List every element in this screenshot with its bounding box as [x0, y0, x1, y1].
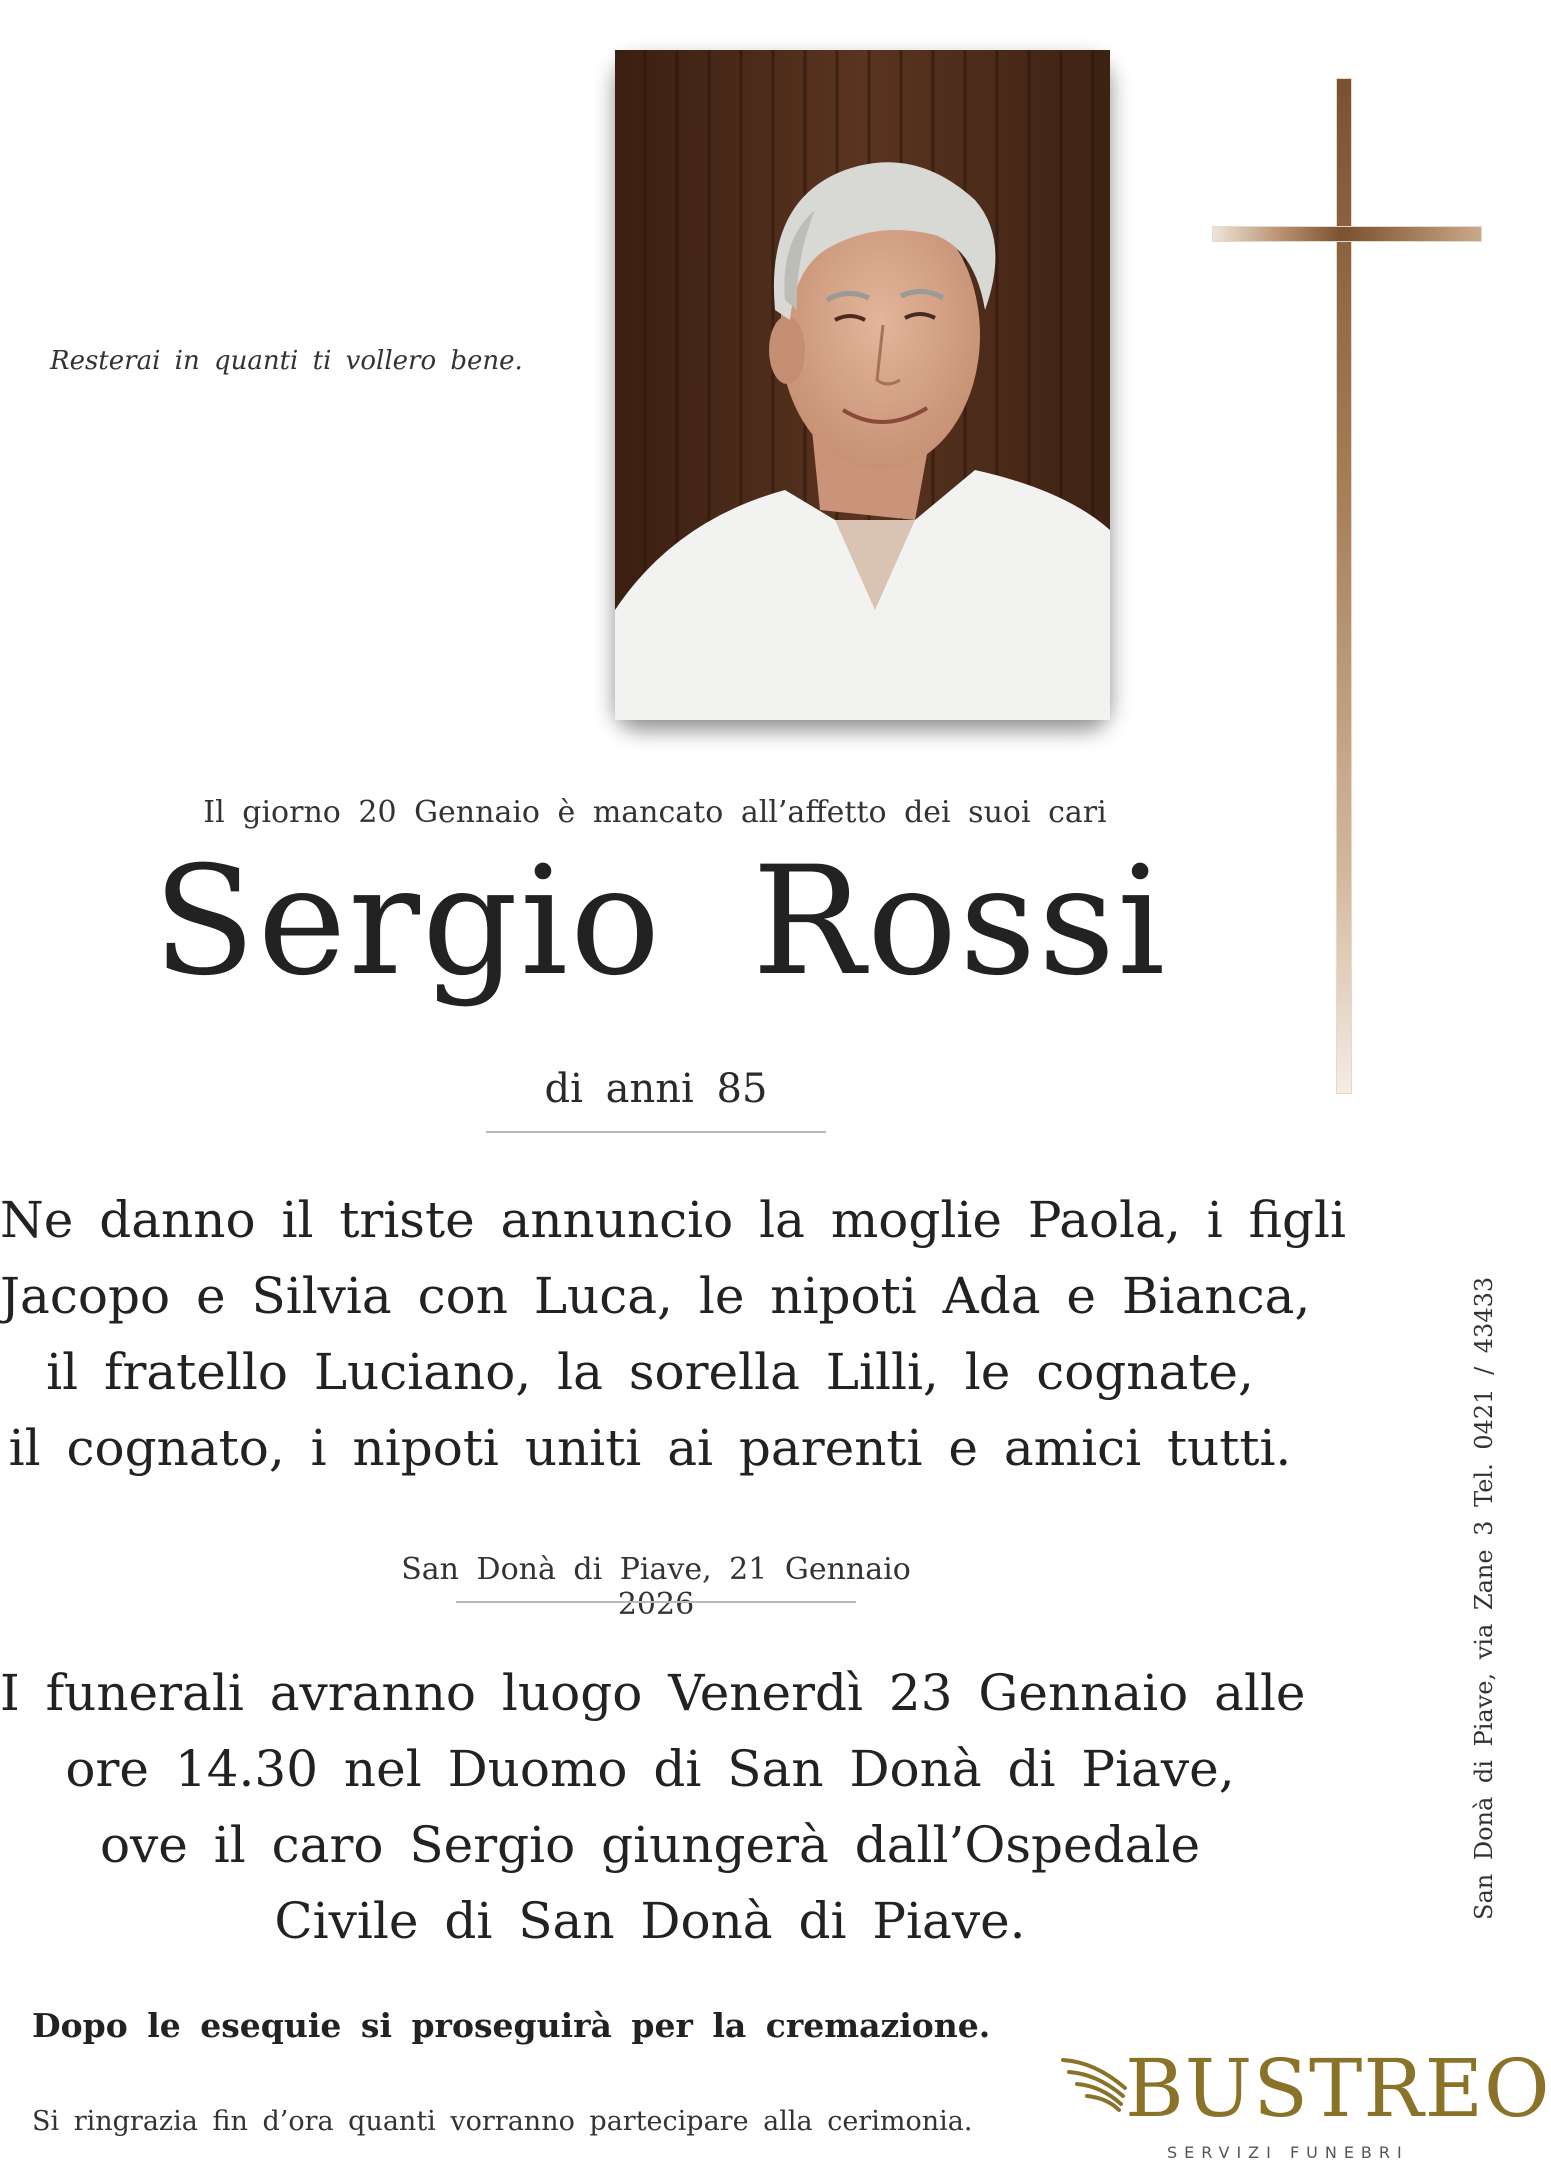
funeral-home-contact: San Donà di Piave, via Zane 3 Tel. 0421 / 43433 — [1470, 1276, 1498, 1920]
funeral-line: Civile di San Donà di Piave. — [274, 1892, 1026, 1950]
deceased-age: di anni 85 — [544, 1066, 768, 1112]
funeral-line: ore 14.30 nel Duomo di San Donà di Piave, — [65, 1740, 1235, 1798]
funeral-info — [0, 1655, 1306, 1959]
funeral-line: ove il caro Sergio giungerà dall’Ospedale — [99, 1816, 1201, 1874]
portrait-illustration — [615, 50, 1110, 720]
brand-name: BUSTREO — [1125, 2042, 1551, 2135]
thanks-note: Si ringrazia fin d’ora quanti vorranno partecipare alla cerimonia. — [32, 2106, 973, 2137]
brand-tagline: SERVIZI FUNEBRI — [1167, 2143, 1409, 2162]
family-line: il fratello Luciano, la sorella Lilli, le cognate, — [46, 1343, 1254, 1401]
place-date: San Donà di Piave, 21 Gennaio 2026 — [401, 1552, 911, 1622]
cremation-note: Dopo le esequie si proseguirà per la cremazione. — [32, 2006, 991, 2045]
intro-line: Il giorno 20 Gennaio è mancato all’affetto dei suoi cari — [203, 795, 1107, 830]
epigraph: Resterai in quanti ti vollero bene. — [50, 346, 523, 376]
family-line: il cognato, i nipoti uniti ai parenti e amici tutti. — [8, 1419, 1292, 1477]
family-line: Jacopo e Silvia con Luca, le nipoti Ada e Bianca, — [0, 1267, 1311, 1325]
place-date-divider — [456, 1601, 856, 1603]
funeral-home-logo — [1055, 2042, 1551, 2165]
portrait-photo — [615, 50, 1110, 720]
cross-horizontal-bar — [1212, 226, 1482, 242]
funeral-line: I funerali avranno luogo Venerdì 23 Gennaio alle — [0, 1664, 1306, 1722]
age-divider — [486, 1131, 826, 1133]
family-line: Ne danno il triste annuncio la moglie Paola, i figli — [0, 1191, 1346, 1249]
deceased-name: Sergio Rossi — [152, 835, 1168, 1009]
family-announcement — [0, 1182, 1346, 1486]
